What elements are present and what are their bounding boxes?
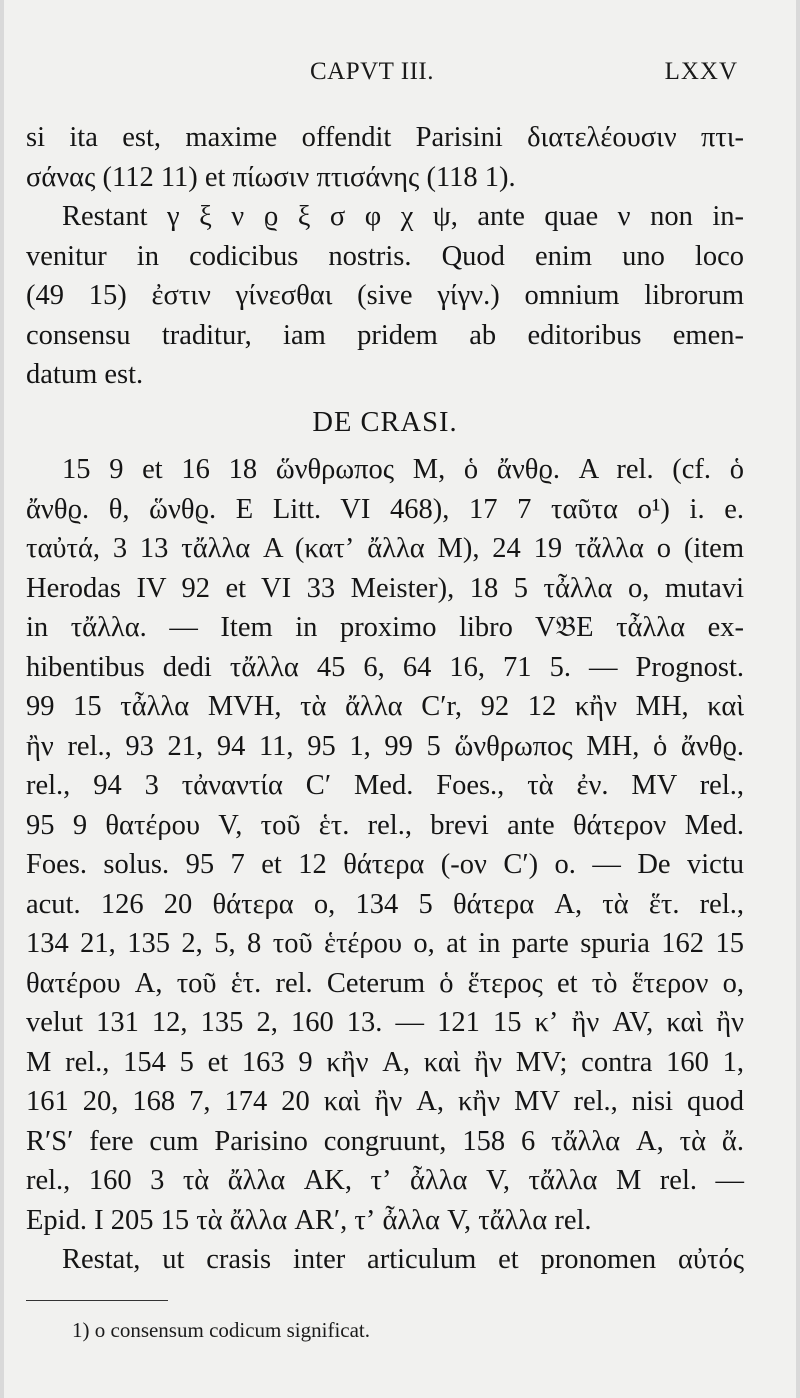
text-line: si ita est, maxime offendit Parisini διατελέουσιν πτι-	[26, 122, 744, 153]
text-line: 15 9 et 16 18 ὥνθρωπος M, ὁ ἄνθϱ. A rel. (cf. ὁ	[62, 454, 744, 485]
text-line: datum est.	[26, 359, 144, 390]
text-line: M rel., 154 5 et 163 9 κἢν A, καὶ ἢν MV; contra 160 1,	[26, 1046, 744, 1078]
page-number: LXXV	[664, 58, 738, 85]
text-line: rel., 94 3 τἀναντία C′ Med. Foes., τὰ ἐν. MV rel.,	[26, 770, 744, 801]
footnote-divider	[26, 1300, 168, 1301]
text-line: Restat, ut crasis inter articulum et pronomen αὐτός	[62, 1244, 744, 1275]
footnote: 1) o consensum codicum significat.	[72, 1318, 371, 1342]
text-line: velut 131 12, 135 2, 160 13. — 121 15 κʼ ἢν AV, καὶ ἢν	[26, 1007, 744, 1038]
text-line: ταὐτά, 3 13 τἄλλα A (κατʼ ἄλλα M), 24 19 τἄλλα o (item	[26, 533, 744, 564]
text-line: θατέρου A, τοῦ ἑτ. rel. Ceterum ὁ ἕτερος et τὸ ἕτερον o,	[26, 967, 744, 999]
text-line: (49 15) ἐστιν γίνεσθαι (sive γίγν.) omnium librorum	[26, 280, 744, 311]
text-line: σάνας (112 11) et πίωσιν πτισάνης (118 1).	[26, 161, 516, 193]
text-line: rel., 160 3 τὰ ἄλλα AK, τʼ ἆλλα V, τἄλλα M rel. —	[26, 1165, 744, 1196]
text-line: consensu traditur, iam pridem ab editoribus emen-	[26, 319, 744, 351]
text-line: R′S′ fere cum Parisino congruunt, 158 6 τἄλλα A, τὰ ἄ.	[26, 1125, 744, 1157]
text-line: ἢν rel., 93 21, 94 11, 95 1, 99 5 ὥνθρωπος MH, ὁ ἄνθϱ.	[26, 730, 744, 762]
text-line: acut. 126 20 θάτερα o, 134 5 θάτερα A, τὰ ἕτ. rel.,	[26, 888, 744, 920]
book-page	[4, 0, 796, 1398]
section-heading: DE CRASI.	[312, 406, 458, 438]
text-line: in τἄλλα. — Item in proximo libro V𝔅E τἆλλα ex-	[26, 612, 744, 643]
text-line: 99 15 τἆλλα MVH, τὰ ἄλλα C′r, 92 12 κἢν MH, καὶ	[26, 691, 744, 722]
running-title: CAPVT III.	[310, 58, 434, 85]
page-header	[4, 58, 796, 94]
text-line: hibentibus dedi τἄλλα 45 6, 64 16, 71 5. — Prognost.	[26, 651, 744, 683]
text-line: 95 9 θατέρου V, τοῦ ἑτ. rel., brevi ante θάτερον Med.	[26, 809, 744, 841]
text-line: Herodas IV 92 et VI 33 Meister), 18 5 τἆλλα o, mutavi	[26, 572, 744, 604]
main-text	[26, 118, 744, 1280]
text-line: Restant γ ξ ν ϱ ξ σ φ χ ψ, ante quae ν non in-	[62, 201, 744, 232]
text-line: 134 21, 135 2, 5, 8 τοῦ ἑτέρου o, at in parte spuria 162 15	[26, 928, 744, 959]
text-line: Epid. I 205 15 τὰ ἄλλα AR′, τʼ ἆλλα V, τἄλλα rel.	[26, 1204, 592, 1236]
text-line: Foes. solus. 95 7 et 12 θάτερα (-ον C′) o. — De victu	[26, 849, 744, 880]
text-line: ἄνθϱ. θ, ὥνθϱ. E Litt. VI 468), 17 7 ταῦτα o¹) i. e.	[26, 493, 744, 525]
text-line: 161 20, 168 7, 174 20 καὶ ἢν A, κἢν MV rel., nisi quod	[26, 1086, 744, 1117]
text-line: venitur in codicibus nostris. Quod enim uno loco	[26, 240, 744, 272]
